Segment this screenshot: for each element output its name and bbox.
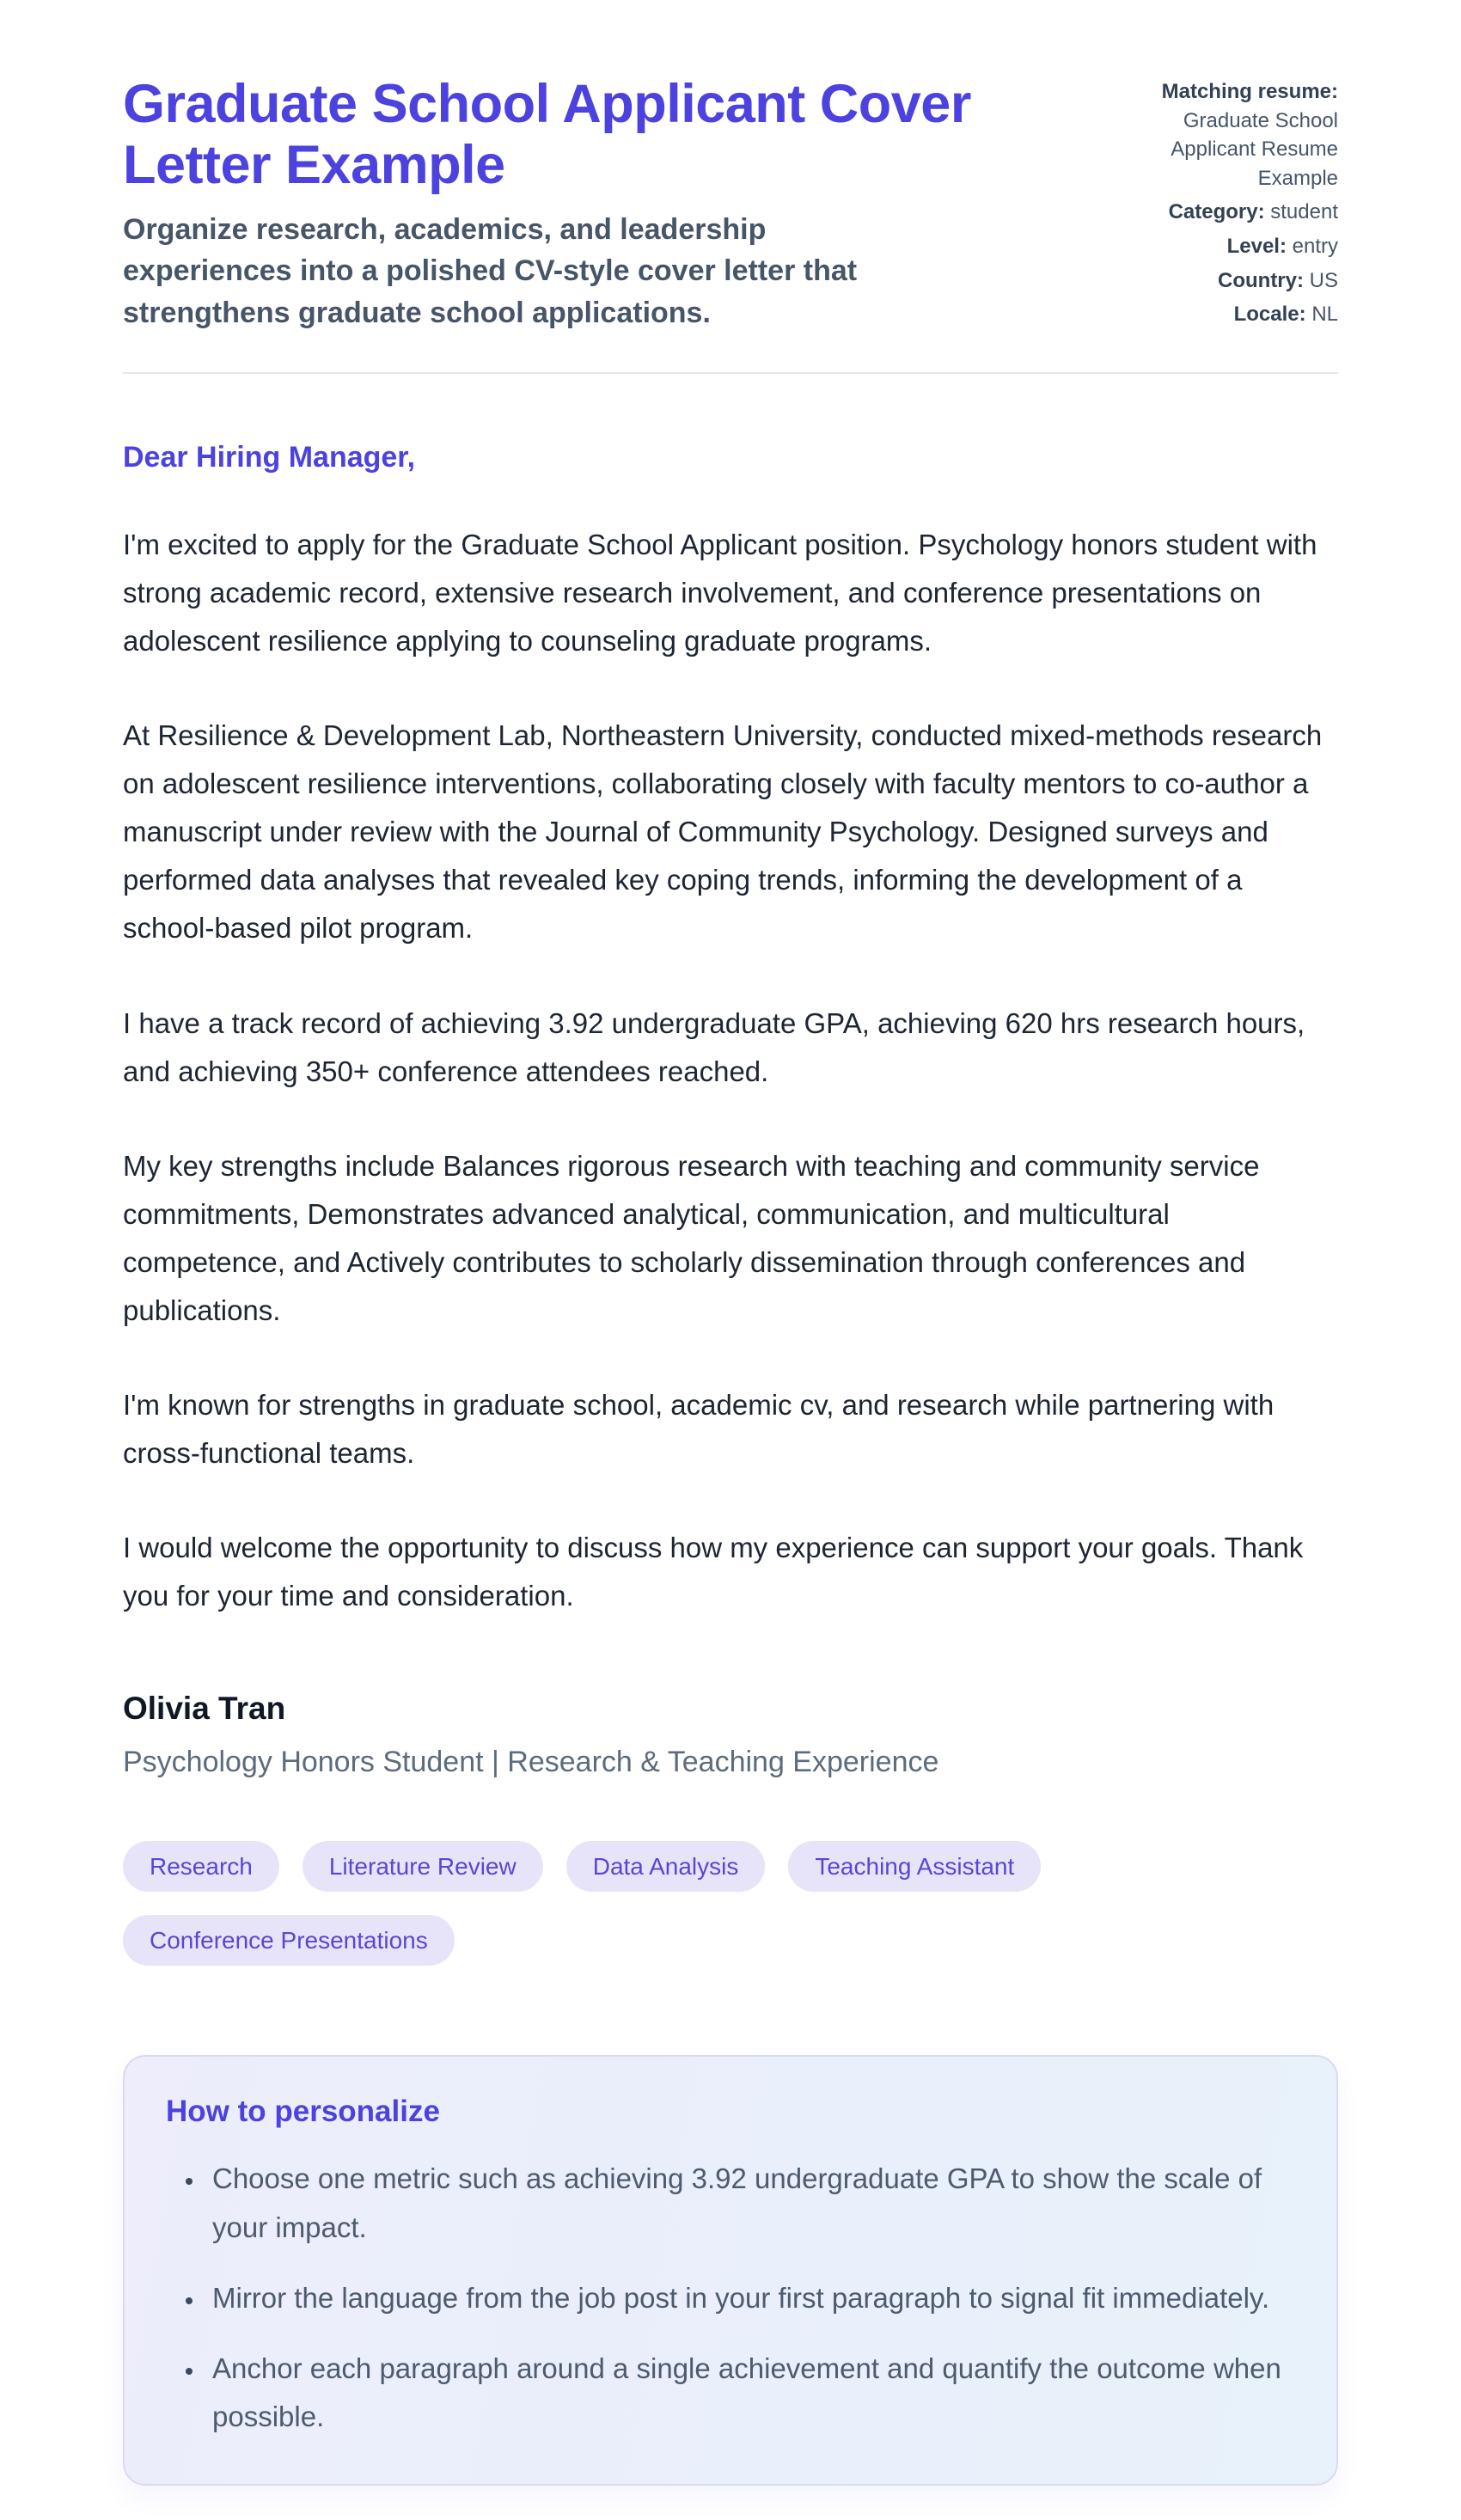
meta-category: [1123, 198, 1338, 227]
meta-locale-value: NL: [1311, 303, 1338, 327]
meta-matching-resume-value: Graduate School Applicant Resume Example: [1171, 108, 1338, 190]
tag-pill[interactable]: Literature Review: [303, 1841, 543, 1892]
how-to-personalize-callout: [123, 2055, 1338, 2485]
meta-locale-label: Locale:: [1233, 303, 1306, 327]
letter-paragraph: I have a track record of achieving 3.92 undergraduate GPA, achieving 620 hrs research hours, and achieving 350+ conference attendees reached.: [123, 1006, 1305, 1087]
callout-bullet: • Choose one metric such as achieving 3.92 undergraduate GPA to show the scale of your impact.: [205, 2155, 1288, 2251]
tag-pill[interactable]: Teaching Assistant: [788, 1841, 1041, 1892]
meta-country-value: US: [1309, 268, 1338, 292]
tag-pill[interactable]: Research: [123, 1841, 279, 1892]
meta-locale: [1123, 300, 1338, 329]
page-header: [123, 74, 1338, 334]
meta-category-value: student: [1270, 200, 1338, 224]
meta-level: [1123, 232, 1338, 261]
letter-paragraph: I'm excited to apply for the Graduate School Applicant position. Psychology honors student with strong academic record, extensive research involvement, and conference presentations on adolescent resilience applying to counseling graduate programs.: [123, 528, 1317, 657]
page-title: Graduate School Applicant Cover Letter Example: [123, 74, 971, 195]
meta-country: [1123, 266, 1338, 296]
letter-paragraph: I'm known for strengths in graduate school, academic cv, and research while partnering with cross-functional teams.: [123, 1389, 1275, 1470]
cover-letter-body: [123, 441, 1338, 1780]
callout-bullet: • Mirror the language from the job post in your first paragraph to signal fit immediately.: [205, 2274, 1288, 2322]
letter-paragraph: I would welcome the opportunity to discuss how my experience can support your goals. Thank you for your time and consideration.: [123, 1532, 1304, 1612]
page: [123, 0, 1338, 2520]
tag-pill[interactable]: Data Analysis: [566, 1841, 766, 1892]
meta-level-label: Level:: [1226, 234, 1287, 258]
page-subtitle: Organize research, academics, and leadership experiences into a polished CV-style cover letter that strengthens graduate school applications.: [123, 213, 858, 329]
header-divider: [123, 372, 1338, 374]
letter-paragraph: At Resilience & Development Lab, Northeastern University, conducted mixed-methods research on adolescent resilience interventions, collaborating closely with faculty mentors to co-author a manuscript under review with the Journal of Community Psychology. Designed surveys and performed data analyses that revealed key coping trends, informing the development of a school-based pilot program.: [123, 719, 1323, 945]
letter-greeting: Dear Hiring Manager,: [123, 440, 416, 474]
header-title-block: [123, 74, 1051, 333]
callout-bullet-list: [166, 2155, 1295, 2440]
callout-title: How to personalize: [166, 2095, 440, 2129]
meta-country-label: Country:: [1218, 268, 1304, 292]
meta-matching-resume-label: Matching resume:: [1161, 80, 1338, 103]
letter-paragraph: My key strengths include Balances rigorous research with teaching and community service commitments, Demonstrates advanced analytical, communication, and multicultural competence, and Actively contributes to scholarly dissemination through conferences and publications.: [123, 1149, 1260, 1326]
meta-category-label: Category:: [1168, 200, 1265, 224]
meta-level-value: entry: [1292, 234, 1338, 258]
signature-name: Olivia Tran: [123, 1691, 286, 1727]
resume-meta-panel: [1123, 74, 1338, 334]
tag-pill[interactable]: Conference Presentations: [123, 1915, 455, 1966]
signature-role: Psychology Honors Student | Research & Teaching Experience: [123, 1746, 939, 1779]
skill-tags: [123, 1841, 1338, 1966]
callout-bullet: • Anchor each paragraph around a single achievement and quantify the outcome when possible.: [205, 2345, 1288, 2441]
meta-matching-resume: [1123, 77, 1338, 193]
